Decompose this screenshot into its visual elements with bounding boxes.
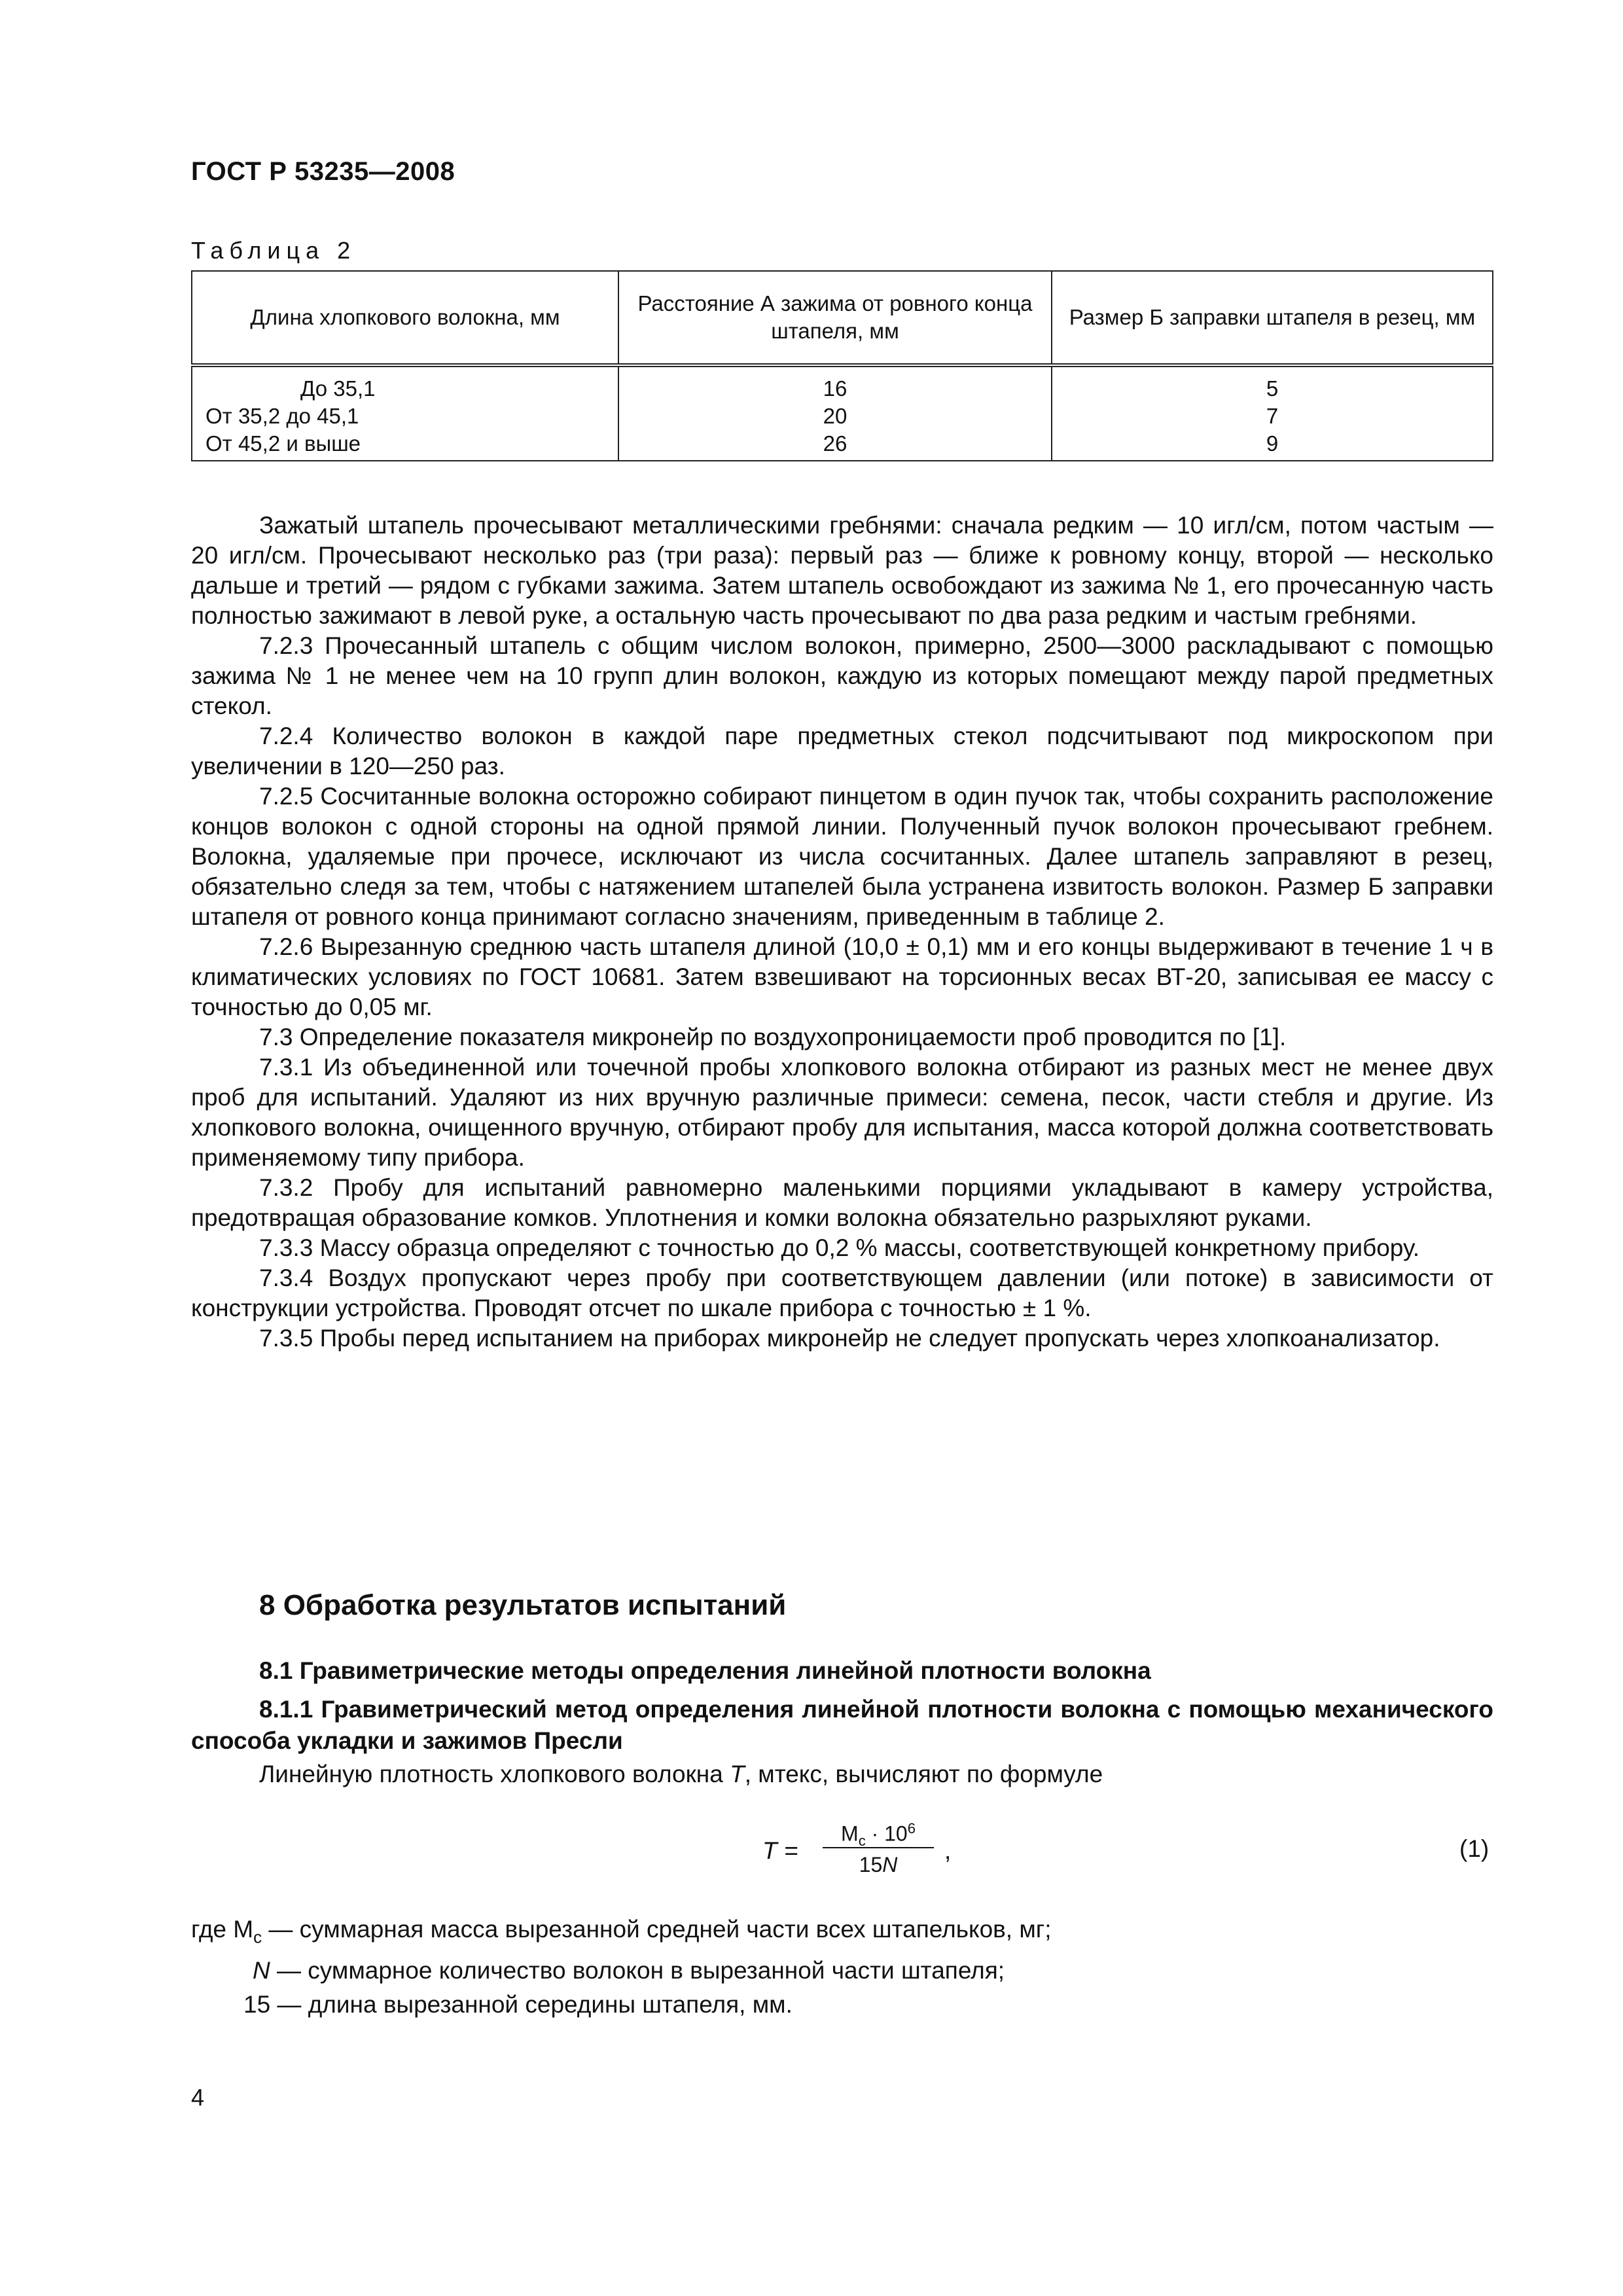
denominator-variable: N [882, 1853, 898, 1876]
formula-intro [259, 1761, 1103, 1788]
paragraph-7-3-1: 7.3.1 Из объединенной или точечной пробы хлопкового волокна отбирают из разных мест не менее двух проб для испытаний. Удаляют из них вручную различные примеси: семена, песок, части стебля и другие. Из хлопкового волокна, очищенного вручную, отбирают пробу для испытания, масса которой должна соответствовать применяемому типу прибора. [191, 1054, 1493, 1171]
formula-legend [191, 1912, 1052, 2022]
paragraph-7-3-5: 7.3.5 Пробы перед испытанием на приборах микронейр не следует пропускать через хлопкоанализатор. [259, 1325, 1440, 1352]
paragraph-7-2-6: 7.2.6 Вырезанную среднюю часть штапеля длиной (10,0 ± 0,1) мм и его концы выдерживают в течение 1 ч в климатических условиях по ГОСТ 10681. Затем взвешивают на торсионных весах ВТ-20, записывая ее массу с точностью до 0,05 мг. [191, 933, 1493, 1020]
numerator-subscript: c [858, 1833, 866, 1850]
formula-denominator [816, 1848, 940, 1881]
cell-length: От 35,2 до 45,1 [192, 403, 618, 430]
legend-mass-text: — суммарная масса вырезанной средней части всех штапельков, мг; [262, 1916, 1052, 1943]
formula-1 [762, 1813, 952, 1892]
cell-distance-a: 20 [618, 403, 1052, 430]
legend-row-mass [191, 1912, 1052, 1954]
paragraph-7-3-4: 7.3.4 Воздух пропускают через пробу при соответствующем давлении (или потоке) в зависимости от конструкции устройства. Проводят отсчет по шкале прибора с точностью ± 1 %. [191, 1265, 1493, 1321]
table-row [192, 365, 1493, 403]
column-header-distance-a: Расстояние А зажима от ровного конца штапеля, мм [618, 271, 1052, 365]
legend-row-length: 15 — длина вырезанной середины штапеля, мм. [243, 1991, 793, 2018]
subsection-heading: 8.1 Гравиметрические методы определения линейной плотности волокна [259, 1657, 1151, 1684]
section-heading: 8 Обработка результатов испытаний [259, 1589, 787, 1621]
column-header-size-b: Размер Б заправки штапеля в резец, мм [1052, 271, 1493, 365]
table-row [192, 430, 1493, 461]
formula-number: (1) [1459, 1835, 1489, 1862]
cell-length: До 35,1 [192, 365, 618, 403]
paragraph-7-3-2: 7.3.2 Пробу для испытаний равномерно маленькими порциями укладывают в камеру устройства, предотвращая образование комков. Уплотнения и комки волокна обязательно разрыхляют руками. [191, 1174, 1493, 1231]
formula-intro-text-end: , мтекс, вычисляют по формуле [744, 1761, 1103, 1787]
legend-row-count [191, 1954, 1052, 1988]
paragraph-7-3: 7.3 Определение показателя микронейр по воздухопроницаемости проб проводится по [1]. [259, 1024, 1287, 1050]
legend-count-text: — суммарное количество волокон в вырезанной части штапеля; [270, 1957, 1005, 1984]
paragraph-7-2-3: 7.2.3 Прочесанный штапель с общим числом волокон, примерно, 2500—3000 раскладывают с помощью зажима № 1 не менее чем на 10 групп длин волокон, каждую из которых помещают между парой предметных стекол. [191, 632, 1493, 719]
numerator-mass: M [841, 1821, 859, 1846]
paragraph-combing: Зажатый штапель прочесывают металлическими гребнями: сначала редким — 10 игл/см, потом частым — 20 игл/см. Прочесывают несколько раз (три раза): первый раз — ближе к ровному концу, второй — несколько дальше и третий — рядом с губками зажима. Затем штапель освобождают из зажима № 1, его прочесанную часть полностью зажимают в левой руке, а остальную часть прочесывают по два раза редким и частым гребнями. [191, 512, 1493, 629]
formula-intro-text: Линейную плотность хлопкового волокна [259, 1761, 730, 1787]
formula-numerator [816, 1813, 940, 1850]
body-text [191, 511, 1493, 1354]
legend-mass-symbol: где М [191, 1916, 254, 1943]
numerator-multiplier: · 10 [865, 1821, 908, 1846]
formula-lhs: T = [762, 1837, 798, 1864]
cell-size-b: 5 [1052, 365, 1493, 403]
table-header-row [192, 271, 1493, 365]
document-code: ГОСТ Р 53235—2008 [191, 157, 455, 186]
paragraph-7-3-3: 7.3.3 Массу образца определяют с точностью до 0,2 % массы, соответствующей конкретному прибору. [259, 1234, 1420, 1261]
subsubsection-heading: 8.1.1 Гравиметрический метод определения линейной плотности волокна с помощью механического способа укладки и зажимов Пресли [191, 1696, 1493, 1754]
page-number: 4 [191, 2084, 205, 2111]
paragraph-7-2-4: 7.2.4 Количество волокон в каждой паре предметных стекол подсчитывают под микроскопом при увеличении в 120—250 раз. [191, 723, 1493, 780]
cell-size-b: 7 [1052, 403, 1493, 430]
formula-intro-variable: T [730, 1761, 745, 1787]
formula-fraction [816, 1813, 940, 1881]
cell-size-b: 9 [1052, 430, 1493, 461]
column-header-length: Длина хлопкового волокна, мм [192, 271, 618, 365]
paragraph-7-2-5: 7.2.5 Сосчитанные волокна осторожно собирают пинцетом в один пучок так, чтобы сохранить расположение концов волокон с одной стороны на одной прямой линии. Полученный пучок волокон прочесывают гребнем. Волокна, удаляемые при прочесе, исключают из числа сосчитанных. Далее штапель заправляют в резец, обязательно следя за тем, чтобы с натяжением штапелей была устранена извитость волокон. Размер Б заправки штапеля от ровного конца принимают согласно значениям, приведенным в таблице 2. [191, 783, 1493, 930]
table-caption: Таблица 2 [191, 237, 357, 264]
fiber-length-table [191, 270, 1493, 461]
legend-mass-subscript: с [253, 1927, 262, 1947]
cell-length: От 45,2 и выше [192, 430, 618, 461]
formula-comma: , [944, 1837, 952, 1864]
cell-distance-a: 16 [618, 365, 1052, 403]
denominator-number: 15 [859, 1853, 883, 1876]
cell-distance-a: 26 [618, 430, 1052, 461]
legend-count-symbol: N [253, 1957, 270, 1984]
numerator-exponent: 6 [907, 1820, 916, 1837]
table-row [192, 403, 1493, 430]
